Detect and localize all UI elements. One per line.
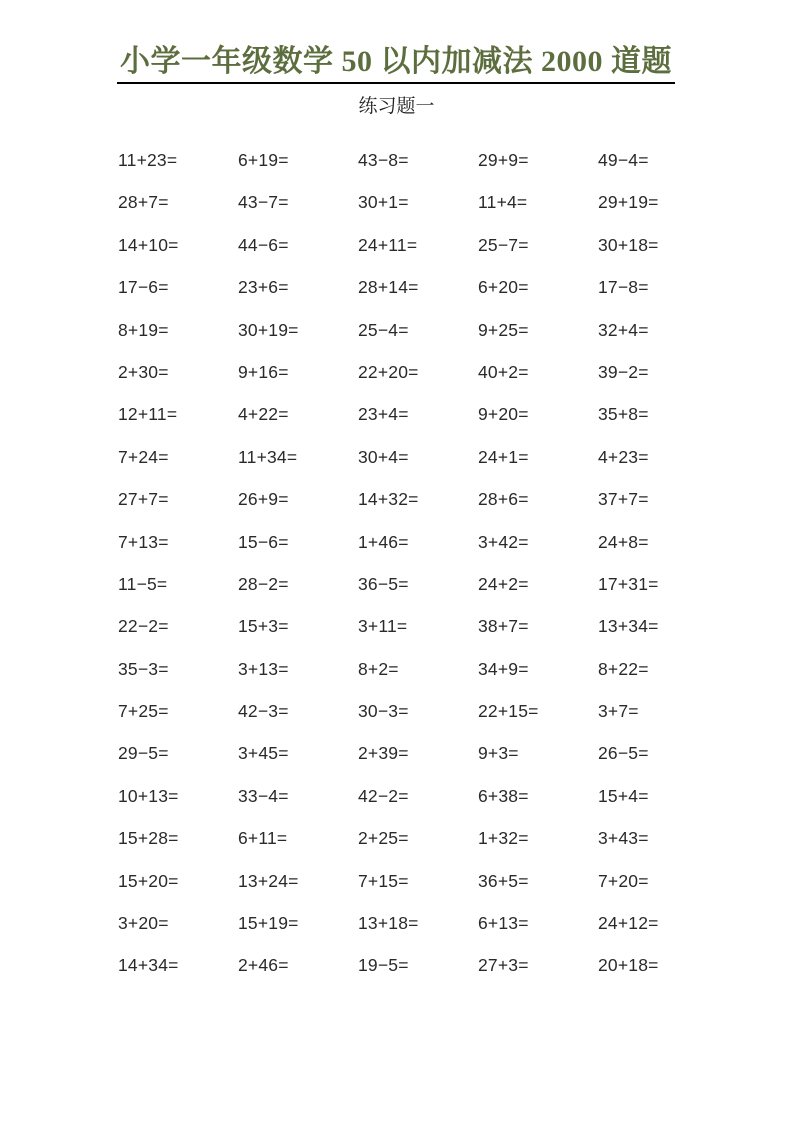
problem-cell: 9+16= [238, 361, 289, 382]
problem-cell: 2+46= [238, 955, 289, 976]
problem-cell: 39−2= [598, 361, 649, 382]
problem-cell: 28+14= [358, 277, 419, 298]
problem-cell: 15+28= [118, 828, 179, 849]
problem-cell: 3+43= [598, 828, 649, 849]
problem-cell: 28+7= [118, 192, 169, 213]
problem-cell: 28+6= [478, 489, 529, 510]
problem-cell: 13+18= [358, 913, 419, 934]
problem-cell: 10+13= [118, 785, 179, 806]
problem-cell: 22+20= [358, 361, 419, 382]
problem-cell: 14+10= [118, 234, 179, 255]
problem-cell: 30+18= [598, 234, 659, 255]
problem-cell: 20+18= [598, 955, 659, 976]
problem-cell: 12+11= [118, 404, 178, 425]
problem-cell: 15−6= [238, 531, 289, 552]
problem-cell: 7+20= [598, 870, 649, 891]
problem-cell: 11+34= [238, 446, 298, 467]
problem-cell: 8+2= [358, 658, 399, 679]
problem-cell: 27+7= [118, 489, 169, 510]
problems-grid [118, 148, 793, 996]
problem-cell: 4+23= [598, 446, 649, 467]
problem-cell: 15+3= [238, 616, 289, 637]
problem-cell: 25−4= [358, 319, 409, 340]
problem-cell: 3+20= [118, 913, 169, 934]
problem-cell: 33−4= [238, 785, 289, 806]
problem-cell: 42−3= [238, 701, 289, 722]
problem-cell: 11−5= [118, 573, 168, 594]
problem-cell: 43−8= [358, 150, 409, 170]
problem-cell: 11+23= [118, 150, 178, 170]
problem-cell: 2+39= [358, 743, 409, 764]
problem-cell: 8+22= [598, 658, 649, 679]
problem-cell: 15+4= [598, 785, 649, 806]
problem-cell: 24+2= [478, 573, 529, 594]
problem-cell: 3+45= [238, 743, 289, 764]
problem-cell: 35−3= [118, 658, 169, 679]
problem-cell: 7+13= [118, 531, 169, 552]
problem-cell: 3+7= [598, 701, 639, 722]
problem-cell: 3+42= [478, 531, 529, 552]
problem-cell: 25−7= [478, 234, 529, 255]
problem-cell: 29+19= [598, 192, 659, 213]
worksheet-header [117, 0, 675, 84]
problem-cell: 30+1= [358, 192, 409, 213]
problem-cell: 30+4= [358, 446, 409, 467]
problem-cell: 22+15= [478, 701, 539, 722]
problem-cell: 30+19= [238, 319, 299, 340]
problem-cell: 24+1= [478, 446, 529, 467]
problem-cell: 13+24= [238, 870, 299, 891]
problem-cell: 6+11= [238, 828, 288, 849]
problem-cell: 15+20= [118, 870, 179, 891]
problem-cell: 40+2= [478, 361, 529, 382]
problem-cell: 7+25= [118, 701, 169, 722]
problem-cell: 34+9= [478, 658, 529, 679]
problem-cell: 3+11= [358, 616, 408, 637]
problem-cell: 6+13= [478, 913, 529, 934]
problem-cell: 24+8= [598, 531, 649, 552]
problem-cell: 23+4= [358, 404, 409, 425]
problem-cell: 28−2= [238, 573, 289, 594]
problem-cell: 37+7= [598, 489, 649, 510]
problem-cell: 6+38= [478, 785, 529, 806]
problem-cell: 36−5= [358, 573, 409, 594]
problem-cell: 49−4= [598, 150, 649, 170]
problem-cell: 22−2= [118, 616, 169, 637]
problem-cell: 2+30= [118, 361, 169, 382]
problem-cell: 44−6= [238, 234, 289, 255]
problem-cell: 17+31= [598, 573, 659, 594]
problem-cell: 19−5= [358, 955, 409, 976]
problem-cell: 35+8= [598, 404, 649, 425]
problem-cell: 15+19= [238, 913, 299, 934]
problem-cell: 32+4= [598, 319, 649, 340]
problem-cell: 9+20= [478, 404, 529, 425]
problem-cell: 27+3= [478, 955, 529, 976]
problem-cell: 13+34= [598, 616, 659, 637]
problem-cell: 14+32= [358, 489, 419, 510]
problem-cell: 6+20= [478, 277, 529, 298]
problem-cell: 1+46= [358, 531, 409, 552]
problem-cell: 29−5= [118, 743, 169, 764]
problem-cell: 9+25= [478, 319, 529, 340]
problem-cell: 6+19= [238, 150, 289, 170]
problem-cell: 4+22= [238, 404, 289, 425]
page-title: 小学一年级数学 50 以内加减法 2000 道题 [120, 45, 672, 78]
problem-cell: 38+7= [478, 616, 529, 637]
problem-cell: 2+25= [358, 828, 409, 849]
problem-cell: 29+9= [478, 150, 529, 170]
problem-cell: 17−8= [598, 277, 649, 298]
worksheet-subtitle: 练习题一 [358, 96, 435, 117]
problem-cell: 7+24= [118, 446, 169, 467]
problem-cell: 43−7= [238, 192, 289, 213]
problem-cell: 24+12= [598, 913, 659, 934]
problem-cell: 14+34= [118, 955, 179, 976]
problem-cell: 11+4= [478, 192, 528, 213]
problem-cell: 42−2= [358, 785, 409, 806]
problem-cell: 3+13= [238, 658, 289, 679]
problem-cell: 30−3= [358, 701, 409, 722]
problem-cell: 26−5= [598, 743, 649, 764]
problem-cell: 36+5= [478, 870, 529, 891]
problem-cell: 26+9= [238, 489, 289, 510]
problem-cell: 24+11= [358, 234, 418, 255]
problem-cell: 9+3= [478, 743, 519, 764]
problem-cell: 7+15= [358, 870, 409, 891]
problem-cell: 23+6= [238, 277, 289, 298]
problem-cell: 1+32= [478, 828, 529, 849]
problem-cell: 17−6= [118, 277, 169, 298]
problem-cell: 8+19= [118, 319, 169, 340]
